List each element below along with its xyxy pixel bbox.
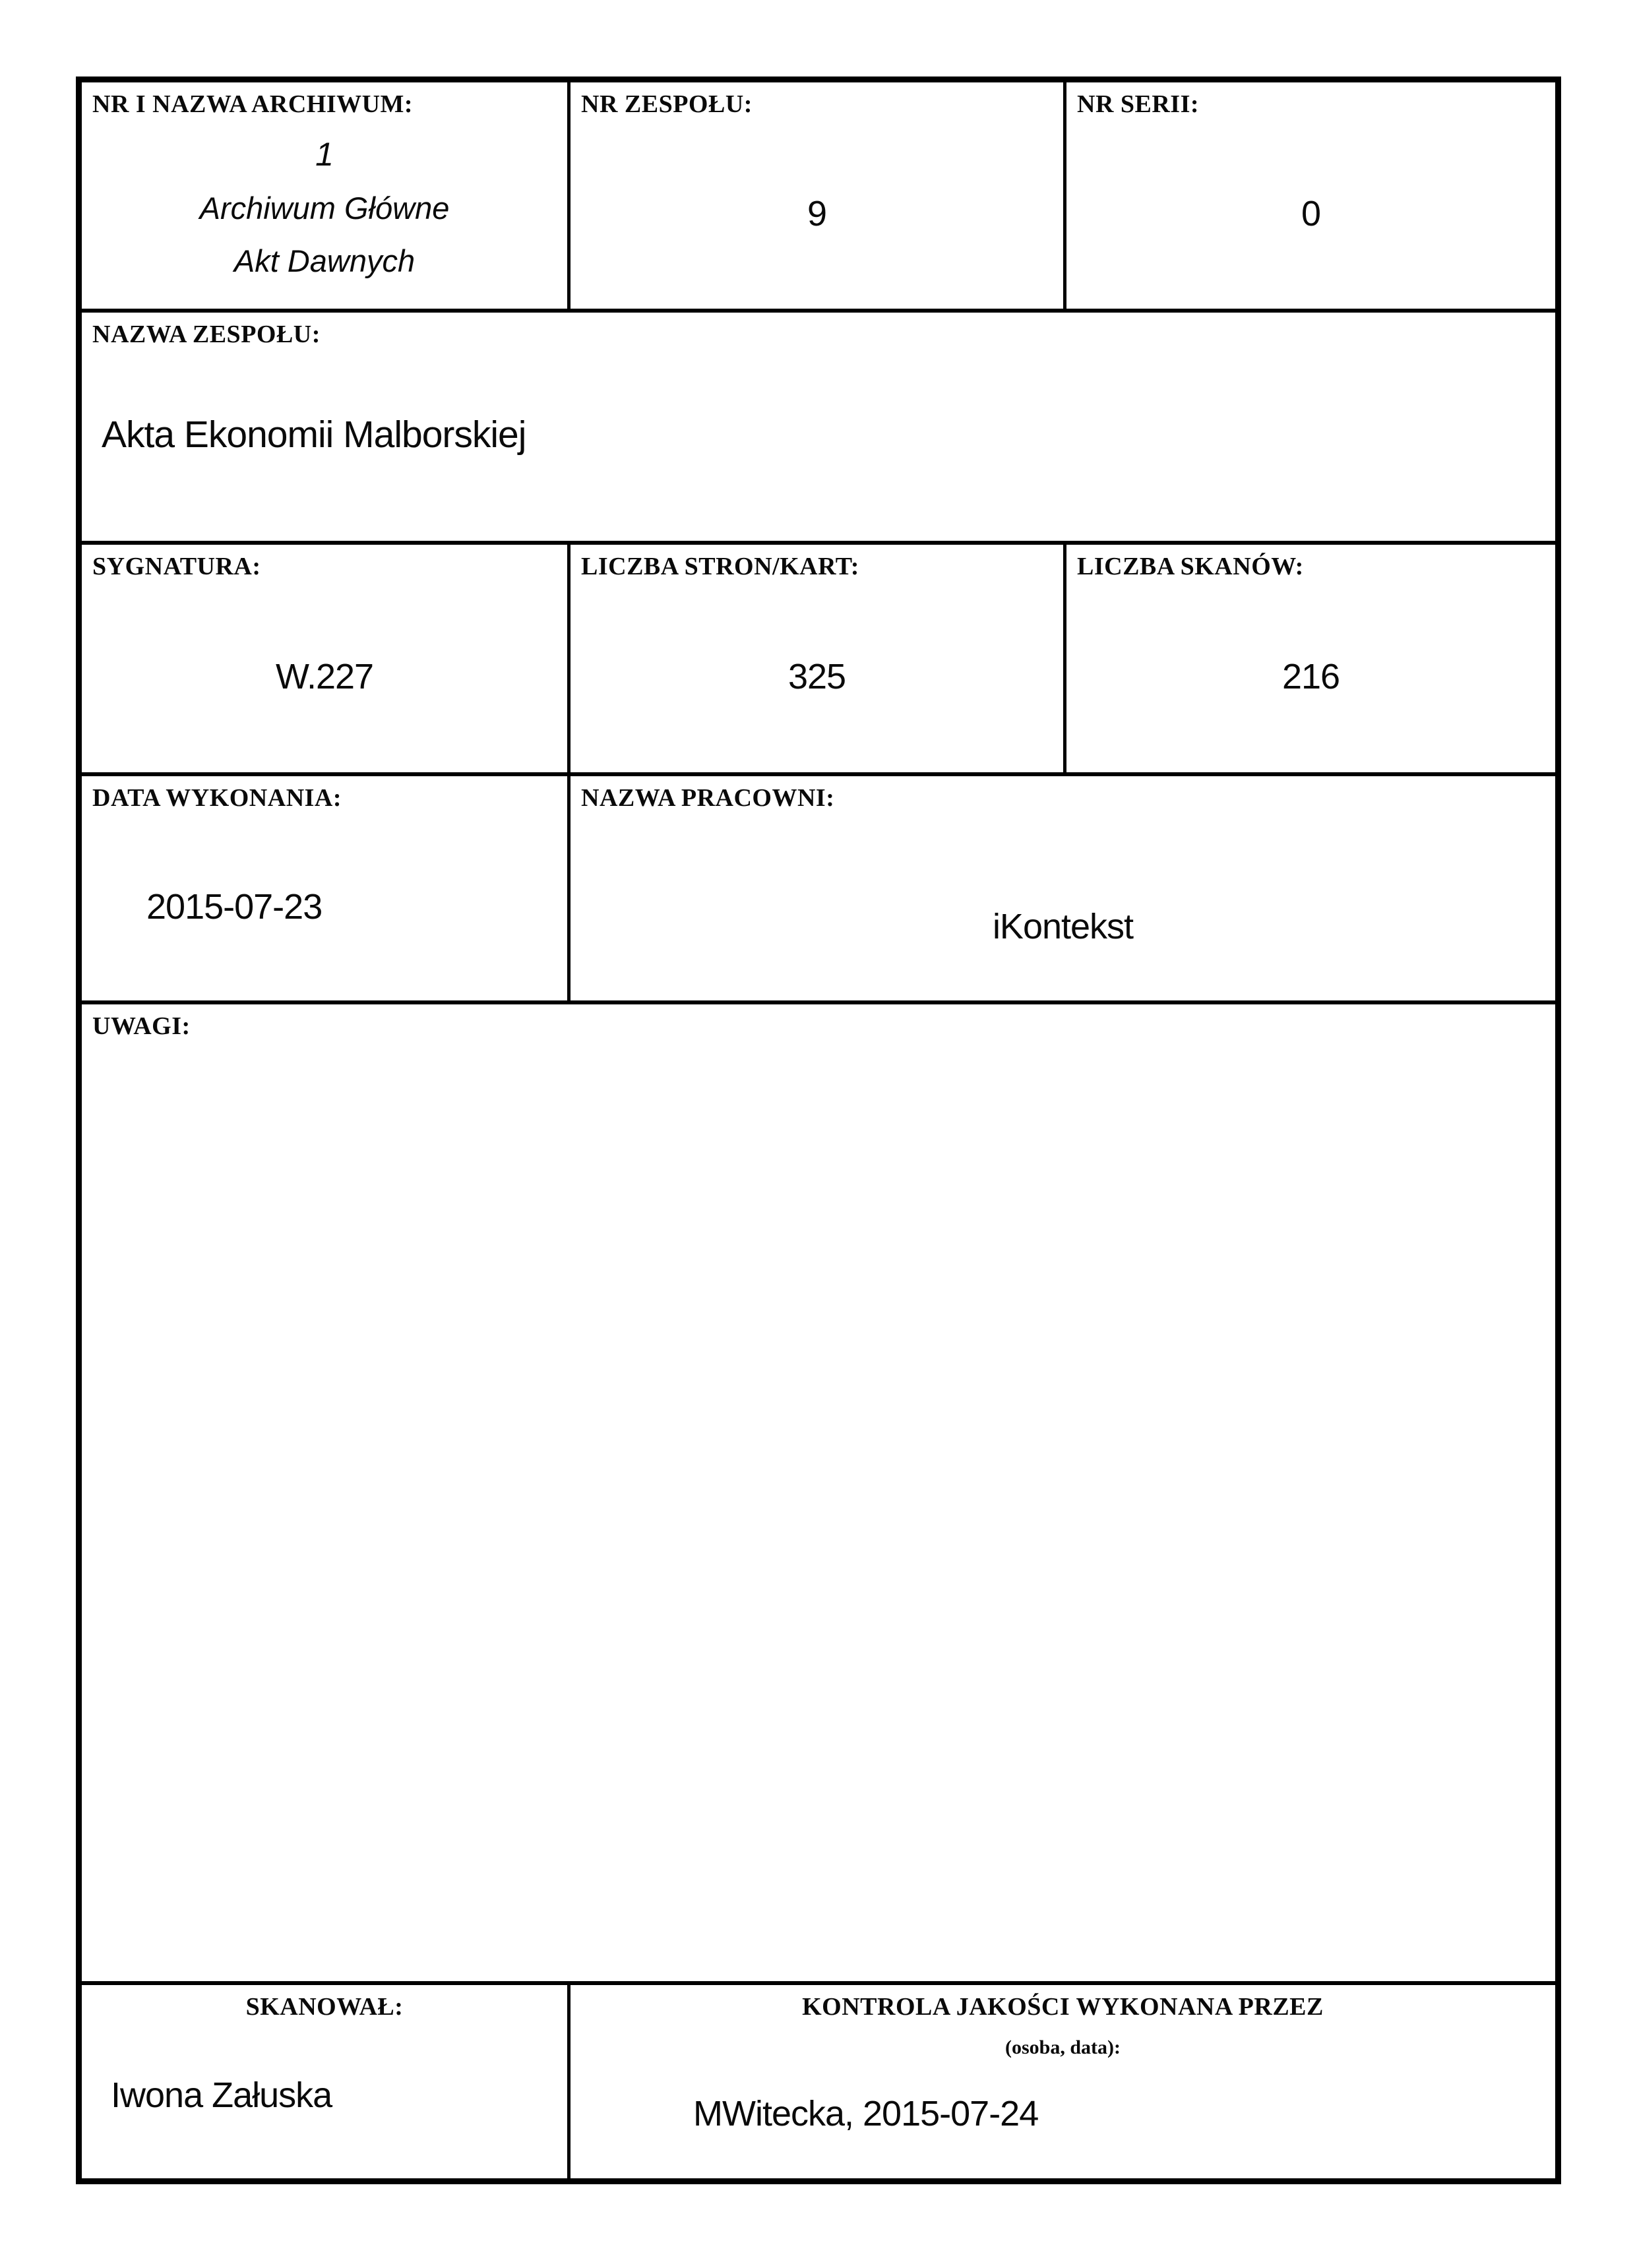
signature-value: W.227 [275, 657, 374, 697]
row-archive-info [82, 82, 1555, 313]
field-archive [82, 82, 571, 309]
field-signature [82, 545, 571, 772]
series-number-value: 0 [1301, 194, 1321, 234]
field-remarks [82, 1004, 1555, 1981]
studio-label: NAZWA PRACOWNI: [581, 784, 835, 812]
field-scans-count [1066, 545, 1555, 772]
field-fonds-number [571, 82, 1066, 309]
field-series-number [1066, 82, 1555, 309]
series-number-label: NR SERII: [1077, 90, 1200, 118]
fonds-number-label: NR ZESPOŁU: [581, 90, 753, 118]
pages-count-value: 325 [787, 657, 846, 697]
archive-name [200, 182, 450, 288]
field-scanned-by [82, 1985, 571, 2178]
field-studio [571, 776, 1555, 1000]
row-date-studio [82, 776, 1555, 1004]
signature-label: SYGNATURA: [92, 553, 261, 580]
row-signoff [82, 1985, 1555, 2178]
row-remarks [82, 1004, 1555, 1985]
fonds-name-label: NAZWA ZESPOŁU: [92, 321, 321, 348]
studio-value: iKontekst [992, 906, 1134, 946]
scans-count-value: 216 [1281, 657, 1340, 697]
field-quality-control [571, 1985, 1555, 2178]
row-signature-counts [82, 545, 1555, 776]
scanned-by-value: Iwona Załuska [111, 2075, 332, 2116]
archive-name-line1: Archiwum Główne [199, 190, 450, 226]
fonds-name-value: Akta Ekonomii Malborskiej [102, 414, 526, 456]
scanned-by-label: SKANOWAŁ: [245, 1993, 404, 2021]
metadata-table [76, 77, 1561, 2184]
archive-number: 1 [315, 135, 334, 173]
archive-name-line2: Akt Dawnych [233, 243, 416, 278]
archive-label: NR I NAZWA ARCHIWUM: [92, 90, 414, 118]
field-fonds-name [82, 313, 1555, 541]
field-pages-count [571, 545, 1066, 772]
scans-count-label: LICZBA SKANÓW: [1077, 553, 1304, 580]
quality-control-value: MWitecka, 2015-07-24 [693, 2094, 1039, 2134]
field-date-made [82, 776, 571, 1000]
row-fonds-name [82, 313, 1555, 545]
quality-control-sublabel: (osoba, data): [1004, 2036, 1121, 2058]
date-made-label: DATA WYKONANIA: [92, 784, 342, 812]
remarks-label: UWAGI: [92, 1012, 191, 1040]
quality-control-label: KONTROLA JAKOŚCI WYKONANA PRZEZ [802, 1993, 1324, 2021]
pages-count-label: LICZBA STRON/KART: [581, 553, 859, 580]
fonds-number-value: 9 [807, 194, 827, 234]
date-made-value: 2015-07-23 [146, 886, 323, 927]
archive-value-block [82, 119, 567, 309]
